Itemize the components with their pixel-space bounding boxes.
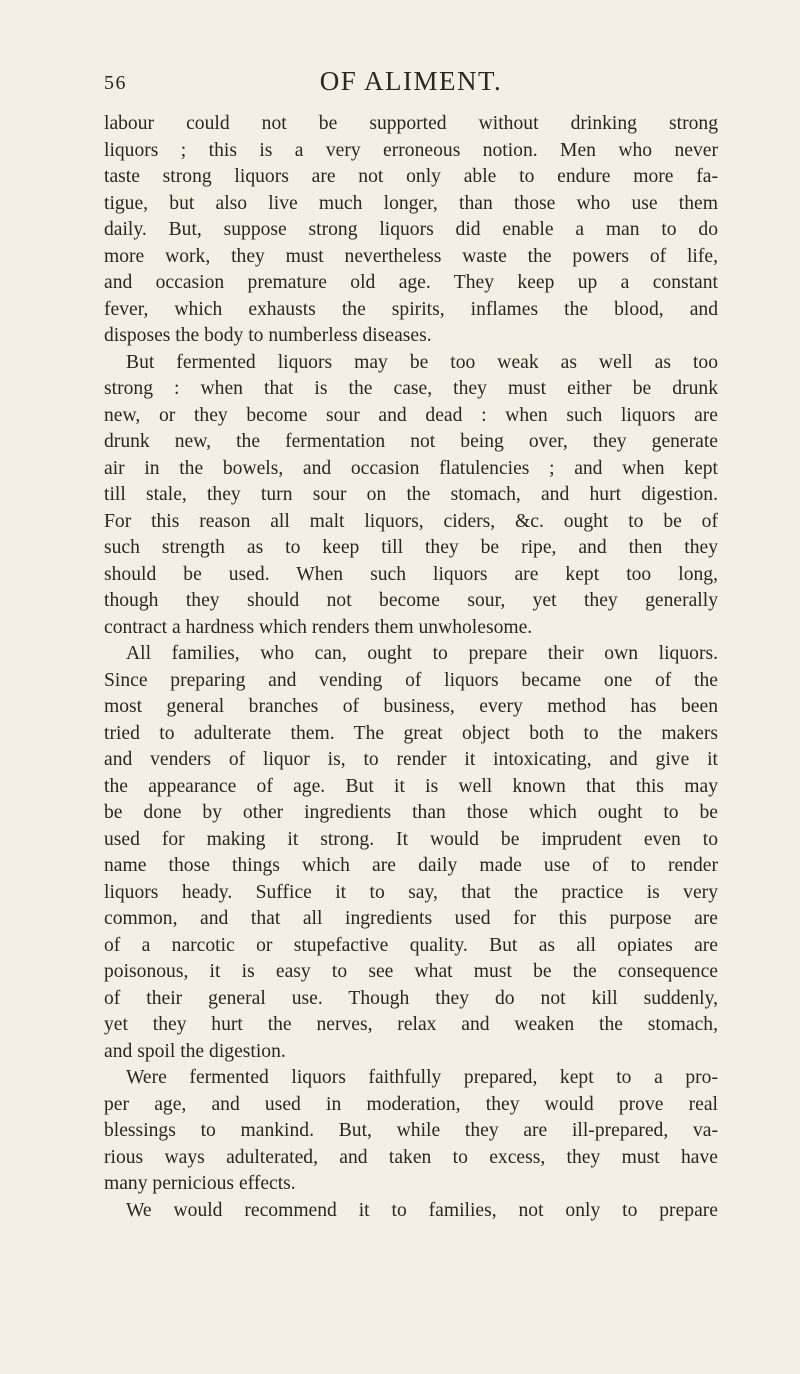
text-line: tigue, but also live much longer, than those who use them (104, 192, 718, 214)
body-text (104, 111, 718, 1224)
text-line: We would recommend it to families, not only to prepare (126, 1199, 718, 1221)
text-line: fever, which exhausts the spirits, inflames the blood, and (104, 298, 718, 320)
text-line: and spoil the digestion. (104, 1040, 286, 1062)
text-line: Since preparing and vending of liquors became one of the (104, 669, 718, 691)
text-line: labour could not be supported without drinking strong (104, 113, 718, 134)
page-number: 56 (104, 72, 127, 94)
text-line: contract a hardness which renders them unwholesome. (104, 616, 533, 638)
text-line: and occasion premature old age. They keep up a constant (104, 272, 718, 293)
text-line: of their general use. Though they do not kill suddenly, (104, 987, 718, 1009)
text-line: the appearance of age. But it is well known that this may (104, 775, 718, 797)
text-line: used for making it strong. It would be imprudent even to (104, 828, 718, 850)
running-title: OF ALIMENT. (319, 66, 503, 96)
text-line: But fermented liquors may be too weak as well as too (126, 351, 718, 373)
text-line: liquors heady. Suffice it to say, that the practice is very (104, 881, 718, 903)
text-line: name those things which are daily made use of to render (104, 855, 718, 876)
text-line: should be used. When such liquors are kept too long, (104, 563, 718, 585)
text-line: and venders of liquor is, to render it intoxicating, and give it (104, 749, 718, 770)
text-line: tried to adulterate them. The great object both to the makers (104, 722, 718, 744)
text-line: daily. But, suppose strong liquors did enable a man to do (104, 219, 718, 240)
text-line: per age, and used in moderation, they would prove real (104, 1093, 718, 1115)
text-line: rious ways adulterated, and taken to excess, they must have (104, 1146, 718, 1168)
text-line: till stale, they turn sour on the stomach, and hurt digestion. (104, 484, 718, 505)
text-line: though they should not become sour, yet they generally (104, 590, 718, 611)
text-line: more work, they must nevertheless waste the powers of life, (104, 245, 718, 267)
text-line: of a narcotic or stupefactive quality. But as all opiates are (104, 934, 718, 956)
running-head (104, 66, 718, 100)
text-line: disposes the body to numberless diseases. (104, 325, 432, 346)
text-line: taste strong liquors are not only able to endure more fa- (104, 166, 718, 187)
text-line: new, or they become sour and dead : when such liquors are (104, 404, 718, 426)
text-line: common, and that all ingredients used for this purpose are (104, 908, 718, 929)
text-line: strong : when that is the case, they must either be drunk (104, 378, 718, 399)
text-line: most general branches of business, every method has been (104, 696, 718, 717)
text-line: such strength as to keep till they be ripe, and then they (104, 537, 718, 558)
text-line: poisonous, it is easy to see what must be the consequence (104, 961, 718, 982)
text-line: For this reason all malt liquors, ciders, &c. ought to be of (104, 510, 718, 532)
text-line: liquors ; this is a very erroneous notion. Men who never (104, 139, 718, 161)
text-line: yet they hurt the nerves, relax and weaken the stomach, (104, 1014, 718, 1035)
text-line: drunk new, the fermentation not being over, they generate (104, 431, 718, 452)
text-line: many pernicious effects. (104, 1173, 296, 1194)
text-line: blessings to mankind. But, while they are ill-prepared, va- (104, 1120, 718, 1141)
text-line: Were fermented liquors faithfully prepared, kept to a pro- (126, 1067, 718, 1088)
text-line: air in the bowels, and occasion flatulencies ; and when kept (104, 457, 718, 479)
text-line: be done by other ingredients than those which ought to be (104, 802, 718, 823)
text-line: All families, who can, ought to prepare their own liquors. (126, 643, 718, 664)
